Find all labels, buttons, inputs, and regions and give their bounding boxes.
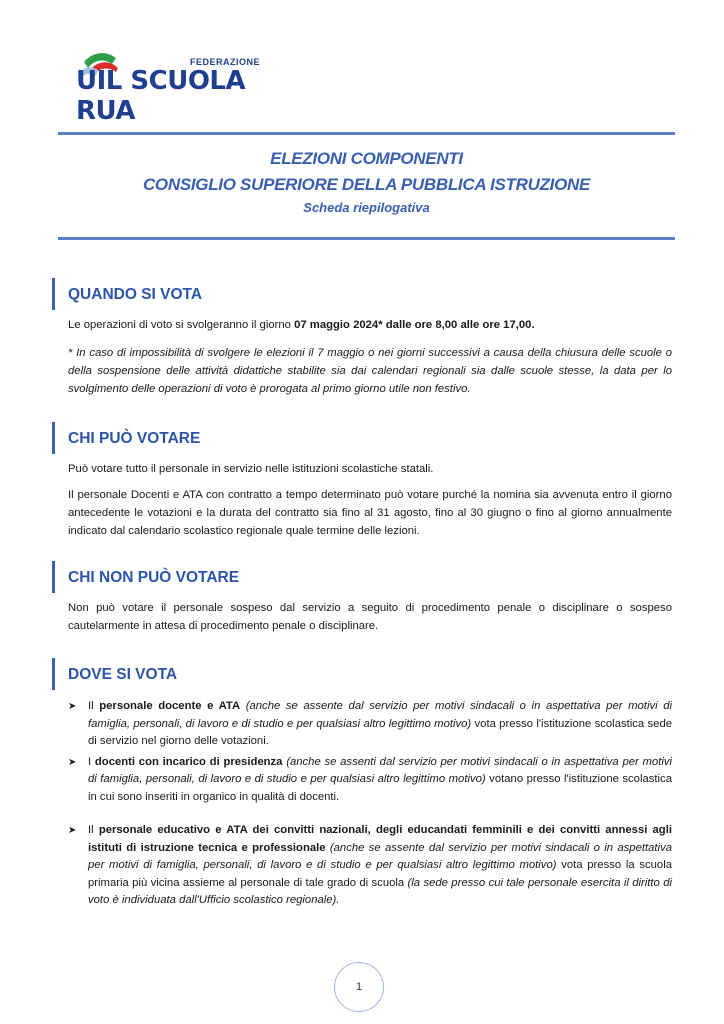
heading-chi-non: CHI NON PUÒ VOTARE xyxy=(68,569,240,586)
section-heading xyxy=(52,660,672,690)
bullet-italic: (anche se assenti dal servizio per motivi sindacali o in aspettativa per motivi di famiglia, personali, di lavoro e di studio e per qualsiasi altro legittimo motivo) xyxy=(88,755,673,785)
heading-chi: CHI PUÒ VOTARE xyxy=(68,430,201,447)
top-rule xyxy=(58,132,675,135)
uil-scuola-logo xyxy=(76,48,276,126)
heading-dove: DOVE SI VOTA xyxy=(68,666,178,683)
heading-accent-bar xyxy=(52,658,55,690)
bullet-text: Il xyxy=(88,824,99,836)
section-dove-si-vota xyxy=(52,660,672,910)
heading-accent-bar xyxy=(52,422,55,454)
logo-name: UIL SCUOLA RUA xyxy=(76,66,246,126)
bullet-text: votano presso l'istituzione scolastica in cui sono inseriti in organico in qualità di docenti. xyxy=(88,773,672,803)
arrow-bullet-icon: ➤ xyxy=(68,825,77,836)
page-number: 1 xyxy=(334,962,384,1012)
logo-federazione: FEDERAZIONE xyxy=(190,57,261,67)
arrow-bullet-icon: ➤ xyxy=(68,701,77,712)
chi-non-paragraph: Non può votare il personale sospeso dal servizio a seguito di procedimento penale o disciplinare o sospeso cautelarmente in attesa di procedimento penale o disciplinare. xyxy=(68,602,672,632)
bullet-text: Il xyxy=(88,700,100,712)
section-heading xyxy=(52,280,672,310)
section-chi-non-puo-votare xyxy=(52,563,672,635)
quando-note: * In caso di impossibilità di svolgere le elezioni il 7 maggio o nei giorni successivi a causa della chiusura delle scuole o della sospensione delle attività didattiche stabilite sia dai calendari regionali sia dalle scuole stesse, la data per lo svolgimento delle operazioni di voto è prorogata al primo giorno utile non festivo. xyxy=(68,347,672,395)
dove-list xyxy=(52,698,672,910)
quando-text: Le operazioni di voto si svolgeranno il giorno xyxy=(68,319,295,331)
list-item xyxy=(52,822,672,910)
quando-date: 07 maggio 2024* dalle ore 8,00 alle ore 17,00. xyxy=(294,319,535,331)
bullet-bold: personale educativo e ATA dei convitti nazionali, degli educandati femminili e dei convitti annessi agli istituti di istruzione tecnica e professionale xyxy=(88,824,672,854)
chi-paragraph-1: Può votare tutto il personale in servizio nelle istituzioni scolastiche statali. xyxy=(68,463,434,475)
section-heading xyxy=(52,563,672,593)
list-item xyxy=(52,754,672,807)
bullet-bold: personale docente e ATA xyxy=(99,700,241,712)
arrow-bullet-icon: ➤ xyxy=(68,756,77,768)
section-heading xyxy=(52,424,672,454)
title-line-2: CONSIGLIO SUPERIORE DELLA PUBBLICA ISTRUZIONE xyxy=(142,175,591,194)
list-item xyxy=(52,698,672,751)
section-quando-si-vota xyxy=(52,280,672,398)
title-line-1: ELEZIONI COMPONENTI xyxy=(270,149,463,168)
heading-accent-bar xyxy=(52,561,55,593)
section-chi-puo-votare xyxy=(52,424,672,540)
bullet-italic: (la sede presso cui tale personale esercita il diritto di voto è individuata dall'Ufficio scolastico regionale). xyxy=(88,876,672,906)
bullet-bold: docenti con incarico di presidenza xyxy=(94,755,283,768)
bullet-italic: (anche se assente dal servizio per motivi sindacali o in aspettativa per motivi di famiglia, personali, di lavoro e di studio e per qualsiasi altro legittimo motivo) xyxy=(88,841,673,871)
document-title xyxy=(58,146,675,215)
bullet-italic: (anche se assente dal servizio per motivi sindacali o in aspettativa per motivi di famiglia, personali, di lavoro e di studio e per qualsiasi altro legittimo motivo) xyxy=(88,700,672,730)
heading-quando: QUANDO SI VOTA xyxy=(68,286,203,303)
bullet-text: vota presso l'istituzione scolastica sede di servizio nel giorno delle votazioni. xyxy=(88,717,673,747)
heading-accent-bar xyxy=(52,278,55,310)
quando-paragraph xyxy=(68,316,672,334)
bullet-text: vota presso la scuola primaria più vicina assieme al personale di tale grado di scuola xyxy=(88,859,672,889)
title-subtitle: Scheda riepilogativa xyxy=(303,200,430,215)
title-bottom-rule xyxy=(58,237,675,240)
bullet-text: I xyxy=(88,755,95,768)
chi-paragraph-2: Il personale Docenti e ATA con contratto a tempo determinato può votare purché la nomina sia avvenuta entro il giorno antecedente le votazioni e la durata del contratto sia fino al 31 agosto, fino al 30 giugno o fino al giorno annualmente indicato dal calendario scolastico regionale quale termine delle lezioni. xyxy=(68,489,672,537)
